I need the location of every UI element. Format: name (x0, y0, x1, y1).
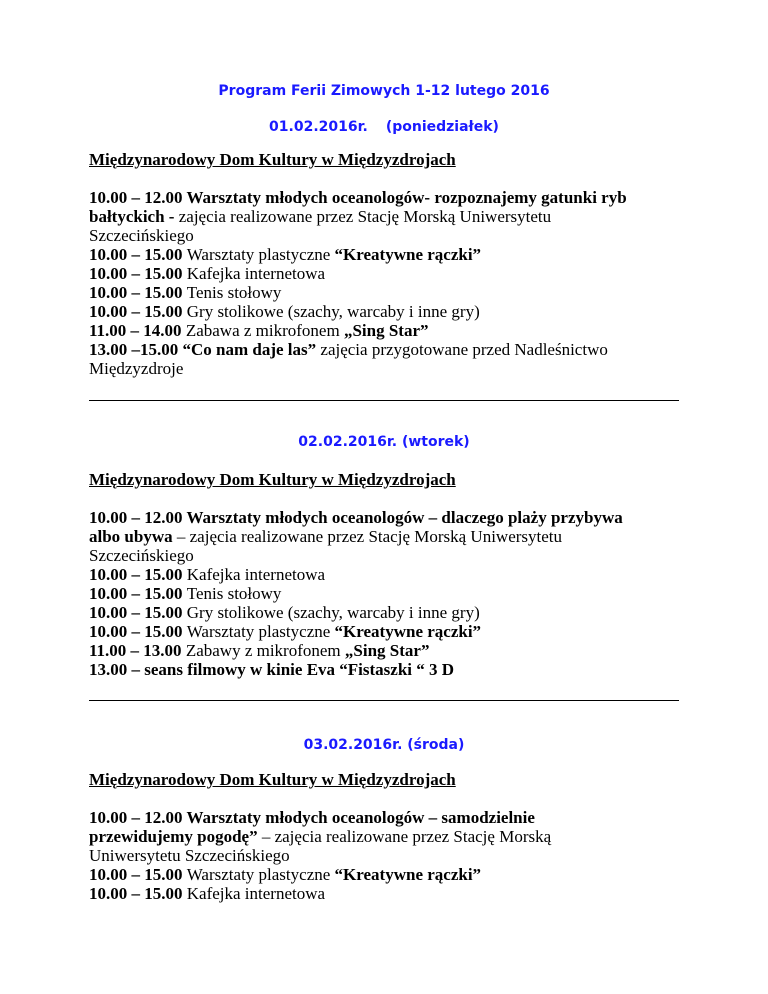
schedule-text: – zajęcia realizowane przez Stację Morską (257, 827, 552, 846)
schedule-text: Tenis stołowy (186, 584, 282, 603)
schedule-line (89, 264, 689, 283)
schedule-text: “Kreatywne rączki” (334, 245, 482, 264)
section-divider (89, 400, 679, 401)
schedule-text: 11.00 – 13.00 (89, 641, 186, 660)
schedule-text: 10.00 – 15.00 (89, 622, 187, 641)
schedule-text: “Kreatywne rączki” (334, 622, 482, 641)
schedule-line (89, 321, 689, 340)
schedule-line (89, 808, 689, 827)
schedule-line (89, 641, 689, 660)
schedule-line (89, 622, 689, 641)
schedule-line (89, 302, 689, 321)
schedule-text: – zajęcia realizowane przez Stację Morską Uniwersytetu (172, 527, 563, 546)
schedule-line (89, 340, 689, 359)
schedule-text: Zabawy z mikrofonem (185, 641, 345, 660)
schedule-text: 10.00 – 12.00 Warsztaty młodych oceanologów – dlaczego plaży przybywa (89, 508, 623, 527)
schedule-line (89, 546, 689, 565)
schedule-line (89, 565, 689, 584)
schedule-line (89, 508, 689, 527)
schedule-text: Kafejka internetowa (186, 884, 326, 903)
schedule-text: 10.00 – 15.00 (89, 302, 187, 321)
schedule-line (89, 527, 689, 546)
schedule-text: Tenis stołowy (186, 283, 282, 302)
schedule-text: 10.00 – 15.00 (89, 245, 187, 264)
schedule-line (89, 846, 689, 865)
schedule-text: albo ubywa (89, 527, 173, 546)
schedule-text: “Kreatywne rączki” (334, 865, 482, 884)
schedule-text: 13.00 –15.00 “Co nam daje las” (89, 340, 321, 359)
schedule-text: zajęcia realizowane przez Stację Morską Uniwersytetu (178, 207, 552, 226)
schedule-text: „Sing Star” (343, 321, 429, 340)
schedule-text: Gry stolikowe (szachy, warcaby i inne gry) (186, 603, 480, 622)
schedule-text: 10.00 – 15.00 (89, 865, 187, 884)
section-divider (89, 700, 679, 701)
day-1-date: 01.02.2016r. (269, 119, 368, 135)
schedule-text: 10.00 – 15.00 (89, 264, 187, 283)
day-2-schedule (89, 508, 689, 679)
schedule-line (89, 359, 689, 378)
schedule-text: Międzyzdroje (89, 359, 184, 378)
day-3-date-heading: 03.02.2016r. (środa) (303, 737, 465, 753)
schedule-text: Gry stolikowe (szachy, warcaby i inne gry) (186, 302, 480, 321)
schedule-text: Warsztaty plastyczne (186, 622, 335, 641)
schedule-text: 10.00 – 15.00 (89, 565, 187, 584)
schedule-text: Kafejka internetowa (186, 565, 326, 584)
day-2-date-heading: 02.02.2016r. (wtorek) (298, 434, 470, 450)
schedule-line (89, 660, 689, 679)
schedule-line (89, 584, 689, 603)
schedule-line (89, 207, 689, 226)
schedule-line (89, 245, 689, 264)
day-1-date-heading (0, 119, 768, 135)
schedule-text: 10.00 – 15.00 (89, 283, 187, 302)
schedule-text: 10.00 – 15.00 (89, 603, 187, 622)
schedule-text: Szczecińskiego (89, 546, 194, 565)
schedule-text: zajęcia przygotowane przed Nadleśnictwo (320, 340, 608, 359)
day-1-weekday: (poniedziałek) (385, 119, 499, 135)
schedule-line (89, 603, 689, 622)
schedule-text: 10.00 – 15.00 (89, 584, 187, 603)
schedule-text: 11.00 – 14.00 (89, 321, 186, 340)
schedule-line (89, 226, 689, 245)
schedule-text: 10.00 – 12.00 Warsztaty młodych oceanologów – samodzielnie (89, 808, 535, 827)
schedule-text: Szczecińskiego (89, 226, 194, 245)
schedule-text: przewidujemy pogodę” (89, 827, 258, 846)
schedule-line (89, 884, 689, 903)
schedule-text: Uniwersytetu Szczecińskiego (89, 846, 290, 865)
program-title: Program Ferii Zimowych 1-12 lutego 2016 (218, 83, 550, 99)
schedule-line (89, 283, 689, 302)
schedule-text: Zabawa z mikrofonem (185, 321, 344, 340)
schedule-text: 10.00 – 15.00 (89, 884, 187, 903)
day-2-venue: Międzynarodowy Dom Kultury w Międzyzdrojach (89, 470, 456, 489)
schedule-line (89, 827, 689, 846)
day-3-schedule (89, 808, 689, 903)
day-3-venue: Międzynarodowy Dom Kultury w Międzyzdrojach (89, 770, 456, 789)
day-1-schedule (89, 188, 689, 378)
schedule-text: Warsztaty plastyczne (186, 865, 335, 884)
day-1-venue: Międzynarodowy Dom Kultury w Międzyzdrojach (89, 150, 456, 169)
schedule-text: bałtyckich - (89, 207, 179, 226)
schedule-text: Kafejka internetowa (186, 264, 326, 283)
schedule-text: 10.00 – 12.00 Warsztaty młodych oceanologów- rozpoznajemy gatunki ryb (89, 188, 627, 207)
schedule-text: „Sing Star” (344, 641, 430, 660)
schedule-line (89, 188, 689, 207)
schedule-line (89, 865, 689, 884)
schedule-text: Warsztaty plastyczne (186, 245, 335, 264)
schedule-text: 13.00 – seans filmowy w kinie Eva “Fistaszki “ 3 D (89, 660, 455, 679)
